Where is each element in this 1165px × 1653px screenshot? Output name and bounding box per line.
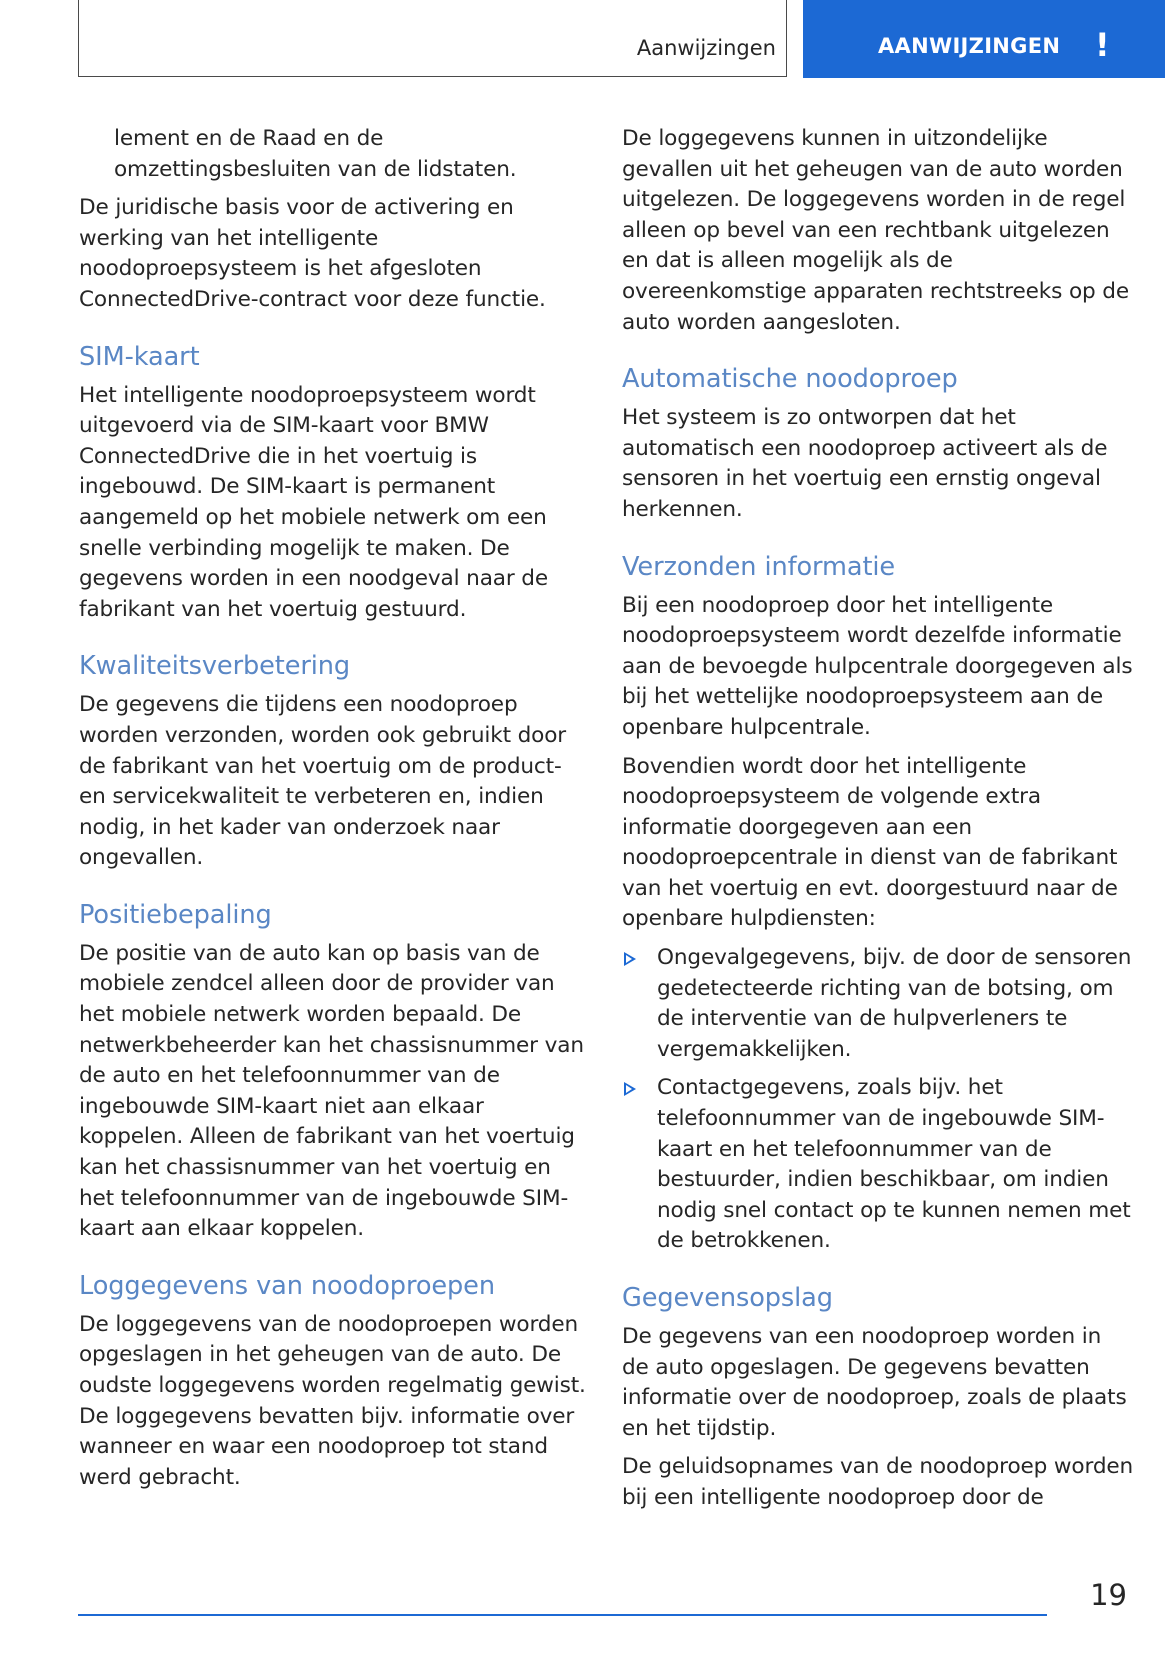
section-title: Aanwijzingen: [636, 36, 776, 60]
intro-continued: lement en de Raad en de omzettingsbesluiten van de lidstaten.: [114, 126, 517, 182]
list-item: [622, 943, 1134, 1065]
triangle-bullet-icon: [624, 1082, 636, 1096]
automatische-noodoproep-text: Het systeem is zo ontworpen dat het automatisch een noodoproep activeert als de sensoren in het voertuig een ernstig ongeval herkennen.: [622, 405, 1108, 522]
intro-paragraph: De juridische basis voor de activering en werking van het intelligente noodoproepsysteem is het afgesloten ConnectedDrive-contract voor deze functie.: [79, 195, 546, 312]
chapter-title: AANWIJZINGEN: [878, 34, 1061, 58]
info-bullet-list: [622, 943, 1134, 1257]
loggegevens-text: De loggegevens van de noodoproepen worden opgeslagen in het geheugen van de auto. De oudste loggegevens worden regelmatig gewist. De loggegevens bevatten bijv. informatie over wanneer en waar een noodoproep tot stand werd gebracht.: [79, 1311, 586, 1490]
verzonden-informatie-text-2: Bovendien wordt door het intelligente noodoproepsysteem de volgende extra informatie doorgegeven aan een noodoproepcentrale in dienst van de fabrikant van het voertuig en evt. doorgestuurd naar de openbare hulpdiensten:: [622, 753, 1118, 932]
gegevensopslag-text-1: De gegevens van een noodoproep worden in de auto opgeslagen. De gegevens bevatten informatie over de noodoproep, zoals de plaats en het tijdstip.: [622, 1324, 1127, 1441]
left-column: [79, 124, 591, 1501]
heading-sim-kaart: SIM-kaart: [79, 341, 200, 372]
loggegevens-continued: De loggegevens kunnen in uitzondelijke gevallen uit het geheugen van de auto worden uitgelezen. De loggegevens worden in de regel alleen op bevel van een rechtbank uitgelezen en dat is alleen mogelijk als de overeenkomstige apparaten rechtstreeks op de auto worden aangesloten.: [622, 126, 1129, 335]
exclamation-icon: !: [1095, 26, 1110, 64]
heading-verzonden-informatie: Verzonden informatie: [622, 551, 896, 582]
heading-automatische-noodoproep: Automatische noodoproep: [622, 364, 958, 395]
list-item: [622, 1073, 1134, 1257]
sim-kaart-text: Het intelligente noodoproepsysteem wordt uitgevoerd via de SIM-kaart voor BMW ConnectedDrive die in het voertuig is ingebouwd. De SIM-kaart is permanent aangemeld op het mobiele netwerk om een snelle verbinding mogelijk te maken. De gegevens worden in een noodgeval naar de fabrikant van het voertuig gestuurd.: [79, 382, 548, 622]
triangle-bullet-icon: [624, 952, 636, 966]
heading-positiebepaling: Positiebepaling: [79, 899, 272, 930]
footer-rule: [78, 1614, 1047, 1616]
gegevensopslag-text-2: De geluidsopnames van de noodoproep worden bij een intelligente noodoproep door de: [622, 1454, 1134, 1510]
heading-loggegevens: Loggegevens van noodoproepen: [79, 1270, 495, 1301]
running-header: [78, 0, 787, 77]
heading-kwaliteitsverbetering: Kwaliteitsverbetering: [79, 651, 351, 682]
bullet-text: Ongevalgegevens, bijv. de door de sensoren gedetecteerde richting van de botsing, om de interventie van de hulpverleners te vergemakkelijken.: [657, 945, 1132, 1062]
verzonden-informatie-text-1: Bij een noodoproep door het intelligente noodoproepsysteem wordt dezelfde informatie aan de bevoegde hulpcentrale doorgegeven als bij het wettelijke noodoproepsysteem aan de openbare hulpcentrale.: [622, 592, 1133, 740]
heading-gegevensopslag: Gegevensopslag: [622, 1283, 833, 1313]
right-column: [622, 124, 1134, 1522]
page-number: 19: [1090, 1578, 1127, 1612]
chapter-tab: [803, 0, 1165, 78]
positiebepaling-text: De positie van de auto kan op basis van de mobiele zendcel alleen door de provider van het mobiele netwerk worden bepaald. De netwerkbeheerder kan het chassisnummer van de auto en het telefoonnummer van de ingebouwde SIM-kaart niet aan elkaar koppelen. Alleen de fabrikant van het voertuig kan het chassisnummer van het voertuig en het telefoonnummer van de ingebouwde SIM-kaart aan elkaar koppelen.: [79, 940, 584, 1242]
kwaliteitsverbetering-text: De gegevens die tijdens een noodoproep worden verzonden, worden ook gebruikt door de fabrikant van het voertuig om de product- en servicekwaliteit te verbeteren en, indien nodig, in het kader van onderzoek naar ongevallen.: [79, 692, 567, 871]
bullet-text: Contactgegevens, zoals bijv. het telefoonnummer van de ingebouwde SIM-kaart en het telefoonnummer van de bestuurder, indien beschikbaar, om indien nodig snel contact op te kunnen nemen met de betrokkenen.: [657, 1075, 1131, 1254]
